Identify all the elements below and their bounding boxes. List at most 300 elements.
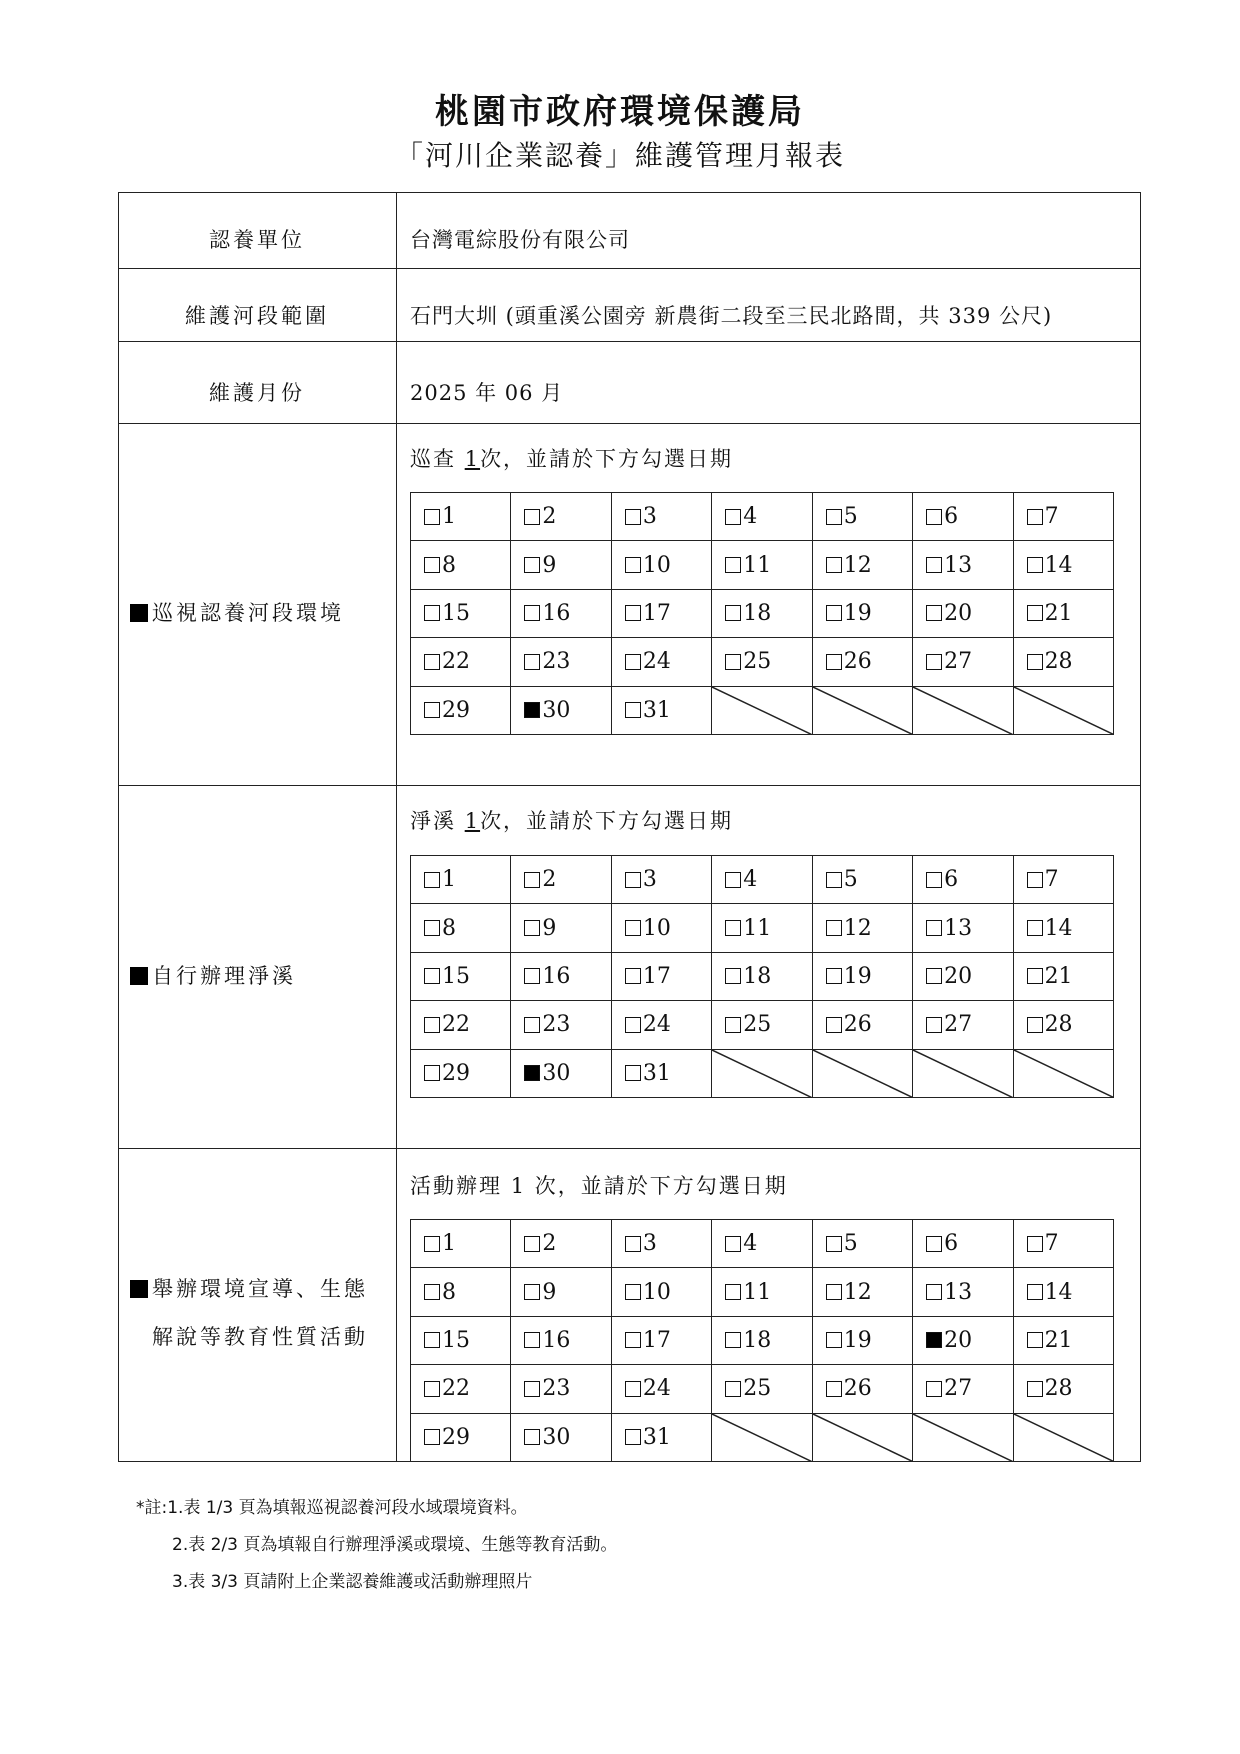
- diagonal-slash: [913, 1414, 1012, 1461]
- unit-label: 認養單位: [209, 228, 305, 252]
- date-cell[interactable]: [612, 1414, 712, 1462]
- date-label: 8: [442, 915, 456, 941]
- date-cell[interactable]: [813, 1220, 913, 1268]
- date-cell[interactable]: [511, 1268, 611, 1316]
- date-cell[interactable]: [411, 541, 511, 589]
- checkbox-icon[interactable]: [424, 1429, 440, 1445]
- date-label: 19: [843, 963, 872, 989]
- date-cell[interactable]: [712, 1365, 812, 1413]
- empty-cell: [712, 1050, 812, 1098]
- checkbox-icon[interactable]: [625, 1236, 641, 1252]
- date-label: 20: [944, 1327, 973, 1353]
- date-cell[interactable]: [411, 1220, 511, 1268]
- date-cell[interactable]: [913, 1001, 1013, 1049]
- date-grid: [410, 492, 1114, 735]
- date-label: 16: [542, 963, 571, 989]
- checkbox-icon[interactable]: [625, 509, 641, 525]
- checkbox-icon[interactable]: [725, 1332, 741, 1348]
- page-title: 桃園市政府環境保護局: [435, 92, 805, 132]
- checkbox-icon[interactable]: [926, 654, 942, 670]
- checkbox-icon[interactable]: [1027, 1284, 1043, 1300]
- checkbox-icon[interactable]: [424, 654, 440, 670]
- checkbox-icon[interactable]: [926, 1284, 942, 1300]
- date-cell[interactable]: [813, 1001, 913, 1049]
- checkbox-icon[interactable]: [424, 872, 440, 888]
- checkbox-icon[interactable]: [625, 605, 641, 621]
- checkbox-icon[interactable]: [424, 1381, 440, 1397]
- empty-cell: [813, 1414, 913, 1462]
- count-value[interactable]: 1: [464, 447, 481, 471]
- checkbox-icon[interactable]: [424, 1017, 440, 1033]
- date-cell[interactable]: [813, 638, 913, 686]
- date-cell[interactable]: [612, 1220, 712, 1268]
- checkbox-icon[interactable]: [1027, 654, 1043, 670]
- checkbox-icon[interactable]: [926, 872, 942, 888]
- checkbox-icon[interactable]: [725, 1017, 741, 1033]
- date-label: 26: [843, 649, 872, 675]
- checkbox-icon[interactable]: [524, 605, 540, 621]
- checked-box-icon[interactable]: [524, 702, 540, 718]
- checkbox-icon[interactable]: [826, 1284, 842, 1300]
- date-label: 13: [944, 552, 973, 578]
- date-cell[interactable]: [712, 904, 812, 952]
- date-cell[interactable]: [712, 953, 812, 1001]
- empty-cell: [813, 1050, 913, 1098]
- date-label: 8: [442, 1279, 456, 1305]
- date-label: 18: [743, 963, 772, 989]
- checkbox-icon[interactable]: [1027, 968, 1043, 984]
- date-cell[interactable]: [411, 590, 511, 638]
- checkbox-icon[interactable]: [625, 872, 641, 888]
- checkbox-icon[interactable]: [725, 557, 741, 573]
- checkbox-icon[interactable]: [725, 920, 741, 936]
- checkbox-icon[interactable]: [826, 1332, 842, 1348]
- section-label-activity: [130, 1265, 368, 1361]
- date-cell[interactable]: [612, 1268, 712, 1316]
- checkbox-icon[interactable]: [524, 920, 540, 936]
- diagonal-slash: [1014, 1414, 1113, 1461]
- note-line: *註:1.表 1/3 頁為填報巡視認養河段水域環境資料。: [136, 1498, 528, 1518]
- date-cell[interactable]: [913, 590, 1013, 638]
- checkbox-icon[interactable]: [926, 968, 942, 984]
- checkbox-icon[interactable]: [524, 1236, 540, 1252]
- date-cell[interactable]: [612, 1317, 712, 1365]
- date-label: 8: [442, 552, 456, 578]
- checkbox-icon[interactable]: [725, 1381, 741, 1397]
- date-cell[interactable]: [913, 1365, 1013, 1413]
- date-label: 1: [442, 504, 456, 530]
- count-value[interactable]: 1: [464, 809, 481, 833]
- date-cell[interactable]: [913, 953, 1013, 1001]
- date-cell[interactable]: [913, 1220, 1013, 1268]
- date-cell[interactable]: [913, 856, 1013, 904]
- diagonal-slash: [1014, 687, 1113, 734]
- date-label: 12: [843, 915, 872, 941]
- date-label: 21: [1044, 963, 1073, 989]
- checkbox-icon[interactable]: [625, 1065, 641, 1081]
- date-cell[interactable]: [511, 1220, 611, 1268]
- date-cell[interactable]: [1014, 856, 1114, 904]
- checkbox-icon[interactable]: [826, 557, 842, 573]
- instruction-suffix: 次，並請於下方勾選日期: [534, 1174, 788, 1198]
- date-cell[interactable]: [913, 493, 1013, 541]
- checkbox-icon[interactable]: [826, 920, 842, 936]
- checked-box-icon[interactable]: [524, 1065, 540, 1081]
- column-divider: [396, 192, 397, 1462]
- date-label: 28: [1044, 1012, 1073, 1038]
- checkbox-icon[interactable]: [625, 968, 641, 984]
- date-cell[interactable]: [612, 904, 712, 952]
- date-label: 4: [743, 867, 758, 893]
- date-cell[interactable]: [612, 1365, 712, 1413]
- date-cell[interactable]: [712, 856, 812, 904]
- diagonal-slash: [913, 687, 1012, 734]
- date-label: 9: [542, 1279, 557, 1305]
- checkbox-icon[interactable]: [625, 557, 641, 573]
- checkbox-icon[interactable]: [1027, 1332, 1043, 1348]
- date-label: 9: [542, 915, 557, 941]
- date-label: 15: [442, 600, 470, 626]
- page-subtitle: 「河川企業認養」維護管理月報表: [394, 139, 845, 172]
- date-cell[interactable]: [511, 1317, 611, 1365]
- date-cell[interactable]: [612, 953, 712, 1001]
- date-cell[interactable]: [813, 953, 913, 1001]
- date-label: 22: [442, 1376, 470, 1402]
- checkbox-icon[interactable]: [625, 1017, 641, 1033]
- date-cell[interactable]: [813, 590, 913, 638]
- checkbox-icon[interactable]: [1027, 1381, 1043, 1397]
- checkbox-icon[interactable]: [625, 1332, 641, 1348]
- date-cell[interactable]: [712, 590, 812, 638]
- date-cell[interactable]: [913, 904, 1013, 952]
- date-label: 16: [542, 1327, 571, 1353]
- date-label: 11: [743, 915, 772, 941]
- checkbox-icon[interactable]: [1027, 605, 1043, 621]
- month-label: 維護月份: [209, 381, 305, 405]
- section-marker-icon: [130, 967, 148, 985]
- checkbox-icon[interactable]: [524, 654, 540, 670]
- date-cell[interactable]: [511, 493, 611, 541]
- section-instruction: [410, 805, 733, 835]
- date-cell[interactable]: [511, 638, 611, 686]
- checkbox-icon[interactable]: [524, 872, 540, 888]
- checkbox-icon[interactable]: [524, 1017, 540, 1033]
- date-label: 9: [542, 552, 557, 578]
- date-label: 11: [743, 552, 772, 578]
- date-label: 12: [843, 1279, 872, 1305]
- date-cell[interactable]: [1014, 1268, 1114, 1316]
- date-cell[interactable]: [813, 493, 913, 541]
- date-cell[interactable]: [913, 541, 1013, 589]
- date-cell[interactable]: [1014, 904, 1114, 952]
- date-cell[interactable]: [813, 541, 913, 589]
- date-cell[interactable]: [1014, 638, 1114, 686]
- date-label: 31: [642, 1424, 671, 1450]
- date-label: 18: [743, 600, 772, 626]
- date-cell[interactable]: [411, 1001, 511, 1049]
- date-cell[interactable]: [1014, 1001, 1114, 1049]
- checkbox-icon[interactable]: [524, 1284, 540, 1300]
- checkbox-icon[interactable]: [725, 654, 741, 670]
- section-marker-icon: [130, 604, 148, 622]
- date-cell[interactable]: [612, 541, 712, 589]
- checkbox-icon[interactable]: [625, 654, 641, 670]
- checkbox-icon[interactable]: [826, 1381, 842, 1397]
- date-cell[interactable]: [712, 1317, 812, 1365]
- date-cell[interactable]: [511, 856, 611, 904]
- date-label: 29: [442, 1424, 470, 1450]
- date-label: 27: [944, 1012, 973, 1038]
- date-label: 11: [743, 1279, 772, 1305]
- date-label: 6: [944, 1231, 959, 1257]
- date-label: 23: [542, 1376, 571, 1402]
- date-label: 31: [642, 697, 671, 723]
- checkbox-icon[interactable]: [1027, 557, 1043, 573]
- empty-cell: [1014, 1414, 1114, 1462]
- diagonal-slash: [712, 687, 811, 734]
- date-label: 2: [542, 1231, 557, 1257]
- checkbox-icon[interactable]: [926, 509, 942, 525]
- checkbox-icon[interactable]: [926, 605, 942, 621]
- date-label: 22: [442, 1012, 470, 1038]
- date-cell[interactable]: [1014, 1317, 1114, 1365]
- date-cell[interactable]: [411, 856, 511, 904]
- empty-cell: [712, 1414, 812, 1462]
- date-label: 13: [944, 915, 973, 941]
- date-label: 25: [743, 1012, 772, 1038]
- date-label: 3: [642, 1231, 657, 1257]
- instruction-suffix: 次，並請於下方勾選日期: [480, 447, 734, 471]
- checkbox-icon[interactable]: [1027, 920, 1043, 936]
- checkbox-icon[interactable]: [625, 702, 641, 718]
- checkbox-icon[interactable]: [725, 872, 741, 888]
- date-cell[interactable]: [511, 953, 611, 1001]
- checkbox-icon[interactable]: [725, 1236, 741, 1252]
- section-instruction: [410, 443, 733, 473]
- empty-cell: [913, 687, 1013, 735]
- date-cell[interactable]: [712, 1001, 812, 1049]
- checkbox-icon[interactable]: [424, 920, 440, 936]
- date-label: 19: [843, 600, 872, 626]
- diagonal-slash: [813, 1414, 912, 1461]
- checkbox-icon[interactable]: [725, 1284, 741, 1300]
- checkbox-icon[interactable]: [424, 702, 440, 718]
- date-cell[interactable]: [913, 1268, 1013, 1316]
- checkbox-icon[interactable]: [826, 605, 842, 621]
- checkbox-icon[interactable]: [625, 1284, 641, 1300]
- checkbox-icon[interactable]: [424, 509, 440, 525]
- checkbox-icon[interactable]: [1027, 872, 1043, 888]
- date-cell[interactable]: [913, 1317, 1013, 1365]
- date-label: 29: [442, 697, 470, 723]
- date-label: 28: [1044, 1376, 1073, 1402]
- date-cell[interactable]: [712, 638, 812, 686]
- checkbox-icon[interactable]: [424, 1284, 440, 1300]
- date-label: 10: [642, 915, 671, 941]
- checkbox-icon[interactable]: [625, 920, 641, 936]
- date-cell[interactable]: [813, 904, 913, 952]
- checkbox-icon[interactable]: [424, 557, 440, 573]
- date-cell[interactable]: [612, 687, 712, 735]
- checkbox-icon[interactable]: [524, 1332, 540, 1348]
- date-cell[interactable]: [1014, 541, 1114, 589]
- checkbox-icon[interactable]: [625, 1381, 641, 1397]
- date-cell[interactable]: [612, 590, 712, 638]
- checkbox-icon[interactable]: [1027, 1236, 1043, 1252]
- row-divider: [118, 423, 1141, 424]
- section-label-line: 巡視認養河段環境: [152, 601, 344, 625]
- checkbox-icon[interactable]: [424, 1236, 440, 1252]
- date-cell[interactable]: [913, 638, 1013, 686]
- date-cell[interactable]: [612, 856, 712, 904]
- date-label: 30: [542, 1060, 571, 1086]
- date-label: 26: [843, 1376, 872, 1402]
- unit-value: 台灣電綜股份有限公司: [410, 228, 630, 252]
- date-label: 17: [642, 600, 671, 626]
- date-cell[interactable]: [411, 493, 511, 541]
- checkbox-icon[interactable]: [524, 968, 540, 984]
- date-label: 23: [542, 1012, 571, 1038]
- checkbox-icon[interactable]: [424, 1332, 440, 1348]
- count-value[interactable]: 1: [510, 1174, 527, 1198]
- range-value: 石門大圳 (頭重溪公園旁 新農街二段至三民北路間，共 339 公尺): [410, 304, 1053, 328]
- date-cell[interactable]: [511, 904, 611, 952]
- date-cell[interactable]: [511, 1001, 611, 1049]
- date-cell[interactable]: [511, 687, 611, 735]
- date-cell[interactable]: [411, 1268, 511, 1316]
- checkbox-icon[interactable]: [524, 557, 540, 573]
- date-label: 5: [843, 504, 858, 530]
- date-cell[interactable]: [511, 541, 611, 589]
- empty-cell: [712, 687, 812, 735]
- section-instruction: [410, 1170, 788, 1200]
- date-cell[interactable]: [612, 1001, 712, 1049]
- date-label: 31: [642, 1060, 671, 1086]
- date-label: 6: [944, 504, 959, 530]
- date-cell[interactable]: [1014, 590, 1114, 638]
- date-label: 14: [1044, 1279, 1073, 1305]
- date-label: 5: [843, 867, 858, 893]
- checkbox-icon[interactable]: [424, 968, 440, 984]
- date-cell[interactable]: [612, 1050, 712, 1098]
- footnotes: [136, 1490, 617, 1601]
- date-cell[interactable]: [411, 953, 511, 1001]
- date-label: 30: [542, 697, 571, 723]
- date-cell[interactable]: [612, 493, 712, 541]
- row-divider: [118, 1148, 1141, 1149]
- checkbox-icon[interactable]: [926, 1017, 942, 1033]
- date-cell[interactable]: [813, 1365, 913, 1413]
- date-cell[interactable]: [712, 493, 812, 541]
- date-cell[interactable]: [1014, 1365, 1114, 1413]
- date-label: 1: [442, 1231, 456, 1257]
- date-label: 16: [542, 600, 571, 626]
- date-cell[interactable]: [411, 638, 511, 686]
- section-marker-icon: [130, 1280, 148, 1298]
- checkbox-icon[interactable]: [725, 509, 741, 525]
- date-cell[interactable]: [1014, 953, 1114, 1001]
- date-cell[interactable]: [712, 541, 812, 589]
- date-label: 18: [743, 1327, 772, 1353]
- date-grid: [410, 855, 1114, 1098]
- date-label: 15: [442, 1327, 470, 1353]
- date-label: 17: [642, 963, 671, 989]
- date-cell[interactable]: [813, 856, 913, 904]
- instruction-prefix: 活動辦理: [410, 1174, 502, 1198]
- date-label: 20: [944, 963, 973, 989]
- checkbox-icon[interactable]: [1027, 1017, 1043, 1033]
- date-cell[interactable]: [712, 1268, 812, 1316]
- checkbox-icon[interactable]: [826, 1236, 842, 1252]
- checkbox-icon[interactable]: [826, 1017, 842, 1033]
- date-cell[interactable]: [411, 1317, 511, 1365]
- date-cell[interactable]: [411, 1365, 511, 1413]
- checkbox-icon[interactable]: [926, 1236, 942, 1252]
- date-label: 3: [642, 867, 657, 893]
- checkbox-icon[interactable]: [524, 509, 540, 525]
- checkbox-icon[interactable]: [424, 1065, 440, 1081]
- date-cell[interactable]: [1014, 1220, 1114, 1268]
- date-label: 2: [542, 504, 557, 530]
- date-cell[interactable]: [411, 1414, 511, 1462]
- date-grid: [410, 1219, 1114, 1462]
- checkbox-icon[interactable]: [926, 920, 942, 936]
- checkbox-icon[interactable]: [625, 1429, 641, 1445]
- section-label-line: 自行辦理淨溪: [152, 964, 296, 988]
- date-cell[interactable]: [712, 1220, 812, 1268]
- checkbox-icon[interactable]: [725, 968, 741, 984]
- month-value: 2025 年 06 月: [410, 381, 564, 405]
- date-cell[interactable]: [813, 1268, 913, 1316]
- date-label: 15: [442, 963, 470, 989]
- checkbox-icon[interactable]: [1027, 509, 1043, 525]
- date-cell[interactable]: [612, 638, 712, 686]
- date-cell[interactable]: [511, 1365, 611, 1413]
- date-cell[interactable]: [1014, 493, 1114, 541]
- checkbox-icon[interactable]: [725, 605, 741, 621]
- checkbox-icon[interactable]: [424, 605, 440, 621]
- checkbox-icon[interactable]: [926, 1381, 942, 1397]
- date-label: 2: [542, 867, 557, 893]
- date-label: 7: [1044, 504, 1059, 530]
- date-label: 1: [442, 867, 456, 893]
- checkbox-icon[interactable]: [524, 1429, 540, 1445]
- date-cell[interactable]: [511, 590, 611, 638]
- date-cell[interactable]: [813, 1317, 913, 1365]
- date-label: 6: [944, 867, 959, 893]
- date-label: 5: [843, 1231, 858, 1257]
- checkbox-icon[interactable]: [826, 872, 842, 888]
- date-label: 13: [944, 1279, 973, 1305]
- date-label: 23: [542, 649, 571, 675]
- date-label: 27: [944, 1376, 973, 1402]
- instruction-prefix: 巡查: [410, 447, 456, 471]
- date-cell[interactable]: [411, 904, 511, 952]
- date-cell[interactable]: [511, 1050, 611, 1098]
- date-cell[interactable]: [411, 687, 511, 735]
- instruction-prefix: 淨溪: [410, 809, 456, 833]
- checkbox-icon[interactable]: [826, 654, 842, 670]
- checkbox-icon[interactable]: [926, 557, 942, 573]
- date-cell[interactable]: [411, 1050, 511, 1098]
- diagonal-slash: [1014, 1050, 1113, 1097]
- date-cell[interactable]: [511, 1414, 611, 1462]
- checkbox-icon[interactable]: [826, 968, 842, 984]
- checkbox-icon[interactable]: [524, 1381, 540, 1397]
- checked-box-icon[interactable]: [926, 1332, 942, 1348]
- empty-cell: [913, 1414, 1013, 1462]
- checkbox-icon[interactable]: [826, 509, 842, 525]
